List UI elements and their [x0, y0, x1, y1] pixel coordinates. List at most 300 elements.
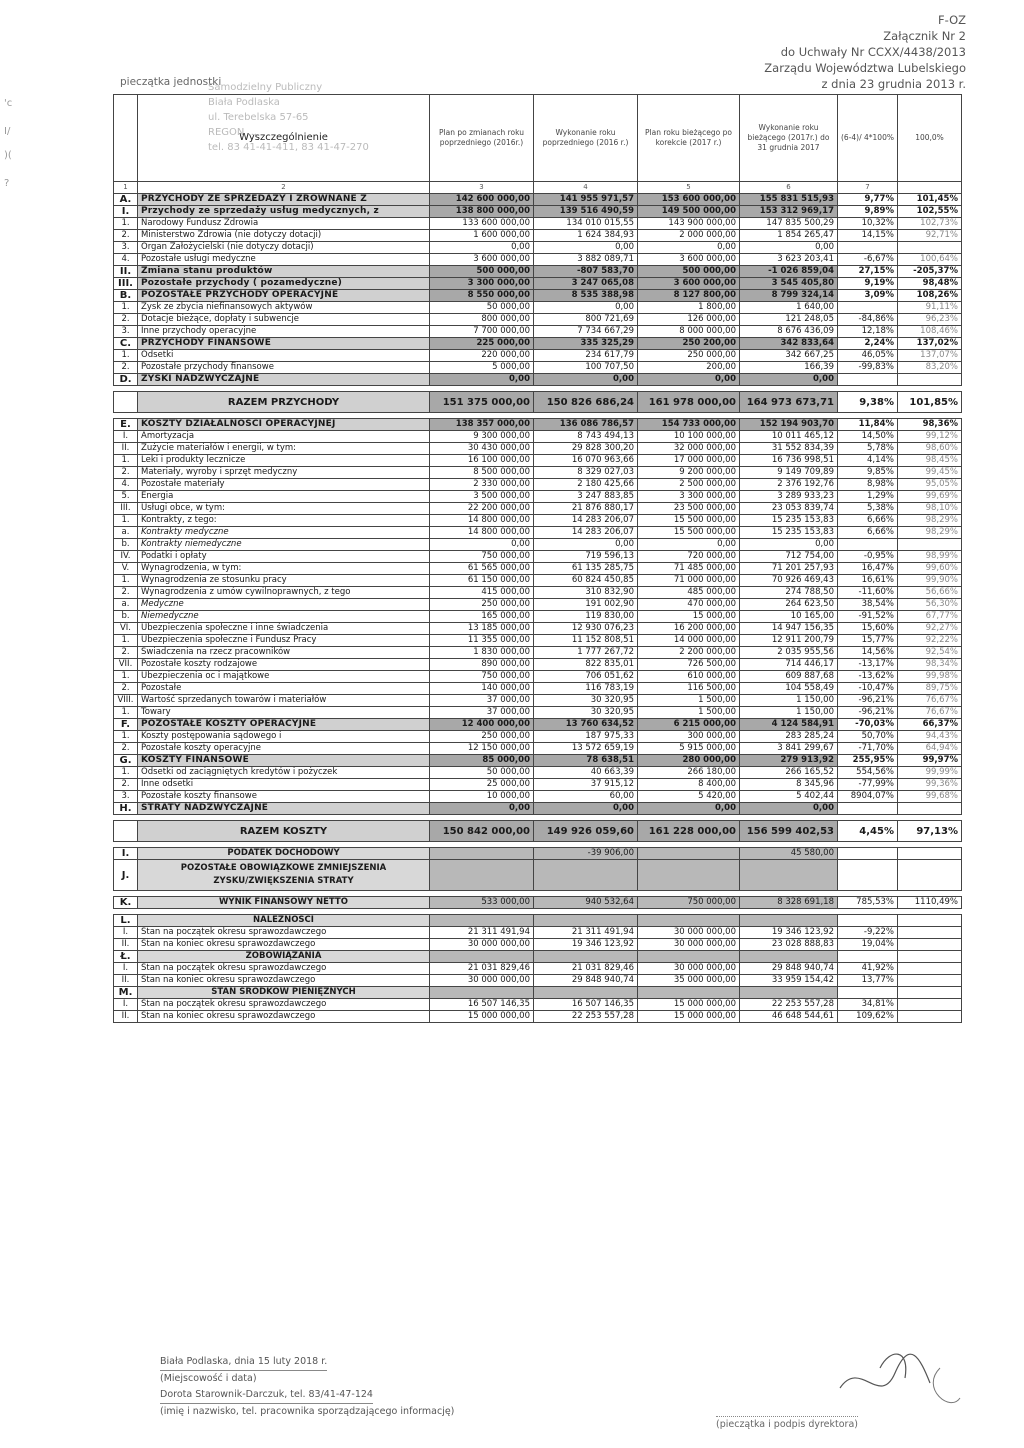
row-label: Leki i produkty lecznicze — [138, 455, 430, 467]
row-number: 2. — [114, 362, 138, 374]
value-exec-prev: -807 583,70 — [534, 266, 638, 278]
value-plan-cur: 143 900 000,00 — [638, 218, 740, 230]
value-exec-prev: 13 572 659,19 — [534, 743, 638, 755]
table-row — [114, 647, 962, 659]
value-ratio-2: 56,30% — [898, 599, 962, 611]
value-ratio-1: 27,15% — [838, 266, 898, 278]
index-cell: 4 — [534, 182, 638, 194]
value-ratio-2: 99,68% — [898, 791, 962, 803]
value-exec-prev — [534, 860, 638, 891]
value-ratio-2: 99,98% — [898, 671, 962, 683]
value-exec-prev: 719 596,13 — [534, 551, 638, 563]
value-exec-cur: 19 346 123,92 — [740, 927, 838, 939]
row-label: WYNIK FINANSOWY NETTO — [138, 897, 430, 909]
row-number: II. — [114, 975, 138, 987]
value-plan-prev: 0,00 — [430, 242, 534, 254]
row-number: I. — [114, 999, 138, 1011]
table-row — [114, 362, 962, 374]
value-exec-cur: 1 150,00 — [740, 695, 838, 707]
row-number: F. — [114, 719, 138, 731]
value-exec-cur: 0,00 — [740, 803, 838, 815]
value-ratio-1: -99,83% — [838, 362, 898, 374]
value-ratio-2 — [898, 963, 962, 975]
row-number: 2. — [114, 314, 138, 326]
value-ratio-1 — [838, 848, 898, 860]
value-exec-prev: 40 663,39 — [534, 767, 638, 779]
row-number: 1. — [114, 218, 138, 230]
row-label: Stan na początek okresu sprawozdawczego — [138, 927, 430, 939]
table-row — [114, 1011, 962, 1023]
value-exec-prev — [534, 951, 638, 963]
value-ratio-2: 92,27% — [898, 623, 962, 635]
value-plan-cur: 0,00 — [638, 539, 740, 551]
row-label: Usługi obce, w tym: — [138, 503, 430, 515]
value-plan-prev: 61 150 000,00 — [430, 575, 534, 587]
value-exec-prev: 12 930 076,23 — [534, 623, 638, 635]
row-label: Zużycie materiałów i energii, w tym: — [138, 443, 430, 455]
value-ratio-1: -77,99% — [838, 779, 898, 791]
value-exec-cur: 342 833,64 — [740, 338, 838, 350]
value-plan-cur: 726 500,00 — [638, 659, 740, 671]
row-label: Medyczne — [138, 599, 430, 611]
value-plan-prev — [430, 951, 534, 963]
table-row — [114, 431, 962, 443]
index-cell: 5 — [638, 182, 740, 194]
value-plan-cur: 23 500 000,00 — [638, 503, 740, 515]
value-ratio-1: 38,54% — [838, 599, 898, 611]
value-exec-prev: 7 734 667,29 — [534, 326, 638, 338]
value-plan-cur: 154 733 000,00 — [638, 419, 740, 431]
value-ratio-1: -71,70% — [838, 743, 898, 755]
value-exec-cur: 4 124 584,91 — [740, 719, 838, 731]
value-ratio-2: 95,05% — [898, 479, 962, 491]
row-label: Inne odsetki — [138, 779, 430, 791]
row-label: PRZYCHODY FINANSOWE — [138, 338, 430, 350]
row-number: H. — [114, 803, 138, 815]
value-plan-prev: 7 700 000,00 — [430, 326, 534, 338]
value-ratio-2: 1110,49% — [898, 897, 962, 909]
table-row — [114, 707, 962, 719]
row-number — [114, 392, 138, 413]
value-ratio-2: 99,90% — [898, 575, 962, 587]
value-ratio-1: -96,21% — [838, 695, 898, 707]
value-ratio-2: 98,29% — [898, 515, 962, 527]
table-row — [114, 683, 962, 695]
value-ratio-2: 108,26% — [898, 290, 962, 302]
value-plan-prev — [430, 915, 534, 927]
row-label: Pozostałe koszty rodzajowe — [138, 659, 430, 671]
value-plan-prev: 50 000,00 — [430, 302, 534, 314]
row-label: Stan na koniec okresu sprawozdawczego — [138, 939, 430, 951]
row-number: K. — [114, 897, 138, 909]
row-number: 1. — [114, 767, 138, 779]
value-plan-prev: 1 600 000,00 — [430, 230, 534, 242]
value-ratio-1: 8,98% — [838, 479, 898, 491]
value-exec-prev: 149 926 059,60 — [534, 821, 638, 842]
index-cell: 6 — [740, 182, 838, 194]
value-ratio-1: -13,17% — [838, 659, 898, 671]
value-plan-prev: 150 842 000,00 — [430, 821, 534, 842]
value-plan-cur: 15 000 000,00 — [638, 999, 740, 1011]
value-plan-prev: 750 000,00 — [430, 551, 534, 563]
value-ratio-1: 1,29% — [838, 491, 898, 503]
value-exec-cur: -1 026 859,04 — [740, 266, 838, 278]
table-row — [114, 515, 962, 527]
row-label: Wynagrodzenia z umów cywilnoprawnych, z tego — [138, 587, 430, 599]
margin-mark: ? — [4, 178, 10, 189]
form-code: F-OZ — [937, 13, 966, 27]
index-cell — [898, 182, 962, 194]
place-date: Biała Podlaska, dnia 15 luty 2018 r. — [160, 1354, 327, 1371]
table-body — [114, 194, 962, 1023]
value-exec-cur: 2 035 955,56 — [740, 647, 838, 659]
row-label: POZOSTAŁE KOSZTY OPERACYJNE — [138, 719, 430, 731]
value-plan-prev: 220 000,00 — [430, 350, 534, 362]
value-exec-prev: 3 882 089,71 — [534, 254, 638, 266]
value-plan-cur: 3 600 000,00 — [638, 278, 740, 290]
row-number: 5. — [114, 491, 138, 503]
value-plan-prev: 3 600 000,00 — [430, 254, 534, 266]
value-plan-prev: 8 550 000,00 — [430, 290, 534, 302]
table-row — [114, 779, 962, 791]
value-exec-cur: 0,00 — [740, 539, 838, 551]
value-exec-prev: 0,00 — [534, 803, 638, 815]
row-label: Przychody ze sprzedaży usług medycznych, z — [138, 206, 430, 218]
value-plan-cur: 720 000,00 — [638, 551, 740, 563]
table-row — [114, 278, 962, 290]
value-ratio-1: -11,60% — [838, 587, 898, 599]
value-plan-prev: 140 000,00 — [430, 683, 534, 695]
header-ratio-2: 100,0% — [898, 95, 962, 182]
value-plan-prev: 0,00 — [430, 374, 534, 386]
value-plan-cur: 161 978 000,00 — [638, 392, 740, 413]
value-exec-cur — [740, 951, 838, 963]
value-exec-prev: 16 070 963,66 — [534, 455, 638, 467]
table-row — [114, 975, 962, 987]
row-label: Pozostałe koszty operacyjne — [138, 743, 430, 755]
value-plan-cur: 8 000 000,00 — [638, 326, 740, 338]
value-exec-prev: 14 283 206,07 — [534, 527, 638, 539]
table-row — [114, 302, 962, 314]
value-exec-cur: 3 545 405,80 — [740, 278, 838, 290]
value-exec-cur: 164 973 673,71 — [740, 392, 838, 413]
row-number: 2. — [114, 467, 138, 479]
header-plan-cur: Plan roku bieżącego po korekcie (2017 r.) — [638, 95, 740, 182]
value-plan-cur: 500 000,00 — [638, 266, 740, 278]
row-number: 1. — [114, 635, 138, 647]
row-number: b. — [114, 611, 138, 623]
value-exec-prev: 30 320,95 — [534, 695, 638, 707]
value-plan-cur: 2 000 000,00 — [638, 230, 740, 242]
row-label: Wynagrodzenia, w tym: — [138, 563, 430, 575]
stamp-line: tel. 83 41-41-411, 83 41-47-270 — [208, 142, 369, 153]
value-ratio-1 — [838, 951, 898, 963]
resolution-number: do Uchwały Nr CCXX/4438/2013 — [780, 45, 966, 59]
table-row — [114, 635, 962, 647]
value-ratio-1: -9,22% — [838, 927, 898, 939]
value-plan-prev: 37 000,00 — [430, 707, 534, 719]
value-ratio-1: 554,56% — [838, 767, 898, 779]
value-exec-cur: 342 667,25 — [740, 350, 838, 362]
value-ratio-1: 255,95% — [838, 755, 898, 767]
value-exec-cur: 10 165,00 — [740, 611, 838, 623]
value-plan-prev: 30 000 000,00 — [430, 975, 534, 987]
value-exec-cur: 2 376 192,76 — [740, 479, 838, 491]
value-exec-cur: 714 446,17 — [740, 659, 838, 671]
value-ratio-1: 16,61% — [838, 575, 898, 587]
value-plan-prev: 10 000,00 — [430, 791, 534, 803]
value-plan-cur: 126 000,00 — [638, 314, 740, 326]
header-plan-prev: Plan po zmianach roku poprzedniego (2016r.) — [430, 95, 534, 182]
row-label: Pozostałe koszty finansowe — [138, 791, 430, 803]
value-exec-cur: 152 194 903,70 — [740, 419, 838, 431]
value-ratio-1 — [838, 987, 898, 999]
value-plan-prev: 500 000,00 — [430, 266, 534, 278]
value-ratio-1: 3,09% — [838, 290, 898, 302]
table-row — [114, 479, 962, 491]
value-plan-cur: 2 500 000,00 — [638, 479, 740, 491]
value-exec-cur: 121 248,05 — [740, 314, 838, 326]
value-plan-prev: 142 600 000,00 — [430, 194, 534, 206]
value-ratio-2: 102,73% — [898, 218, 962, 230]
row-label: KOSZTY FINANSOWE — [138, 755, 430, 767]
value-exec-prev: 29 828 300,20 — [534, 443, 638, 455]
table-row — [114, 290, 962, 302]
value-exec-prev: 1 777 267,72 — [534, 647, 638, 659]
row-label: Stan na koniec okresu sprawozdawczego — [138, 1011, 430, 1023]
value-exec-prev: 22 253 557,28 — [534, 1011, 638, 1023]
row-number: C. — [114, 338, 138, 350]
row-label: Koszty postępowania sądowego i — [138, 731, 430, 743]
value-plan-cur: 17 000 000,00 — [638, 455, 740, 467]
value-ratio-1: -0,95% — [838, 551, 898, 563]
value-ratio-2: 99,97% — [898, 755, 962, 767]
value-exec-prev: 940 532,64 — [534, 897, 638, 909]
value-exec-cur: 279 913,92 — [740, 755, 838, 767]
value-plan-cur: 280 000,00 — [638, 755, 740, 767]
row-label: Stan na początek okresu sprawozdawczego — [138, 999, 430, 1011]
value-exec-prev: 0,00 — [534, 302, 638, 314]
value-plan-cur: 8 400,00 — [638, 779, 740, 791]
row-label: Towary — [138, 707, 430, 719]
value-plan-prev: 3 300 000,00 — [430, 278, 534, 290]
row-number: I. — [114, 963, 138, 975]
table-row — [114, 719, 962, 731]
value-plan-prev: 0,00 — [430, 539, 534, 551]
table-row — [114, 392, 962, 413]
value-ratio-1: 34,81% — [838, 999, 898, 1011]
value-exec-cur — [740, 987, 838, 999]
value-ratio-2: 98,99% — [898, 551, 962, 563]
value-ratio-2 — [898, 951, 962, 963]
value-ratio-2: 98,10% — [898, 503, 962, 515]
row-label: Ministerstwo Zdrowia (nie dotyczy dotacji) — [138, 230, 430, 242]
row-label: Energia — [138, 491, 430, 503]
row-number: 2. — [114, 683, 138, 695]
resolution-date: z dnia 23 grudnia 2013 r. — [821, 77, 966, 91]
index-cell: 1 — [114, 182, 138, 194]
row-number: II. — [114, 443, 138, 455]
value-plan-cur — [638, 915, 740, 927]
value-plan-cur: 1 500,00 — [638, 695, 740, 707]
row-number: VIII. — [114, 695, 138, 707]
value-plan-prev: 750 000,00 — [430, 671, 534, 683]
value-ratio-2: 137,07% — [898, 350, 962, 362]
value-ratio-2: 98,60% — [898, 443, 962, 455]
row-label: Pozostałe usługi medyczne — [138, 254, 430, 266]
value-plan-cur: 30 000 000,00 — [638, 927, 740, 939]
value-plan-cur: 1 800,00 — [638, 302, 740, 314]
value-plan-prev: 1 830 000,00 — [430, 647, 534, 659]
value-exec-prev: 13 760 634,52 — [534, 719, 638, 731]
value-ratio-1: 9,77% — [838, 194, 898, 206]
value-ratio-1: 8904,07% — [838, 791, 898, 803]
value-plan-cur: 610 000,00 — [638, 671, 740, 683]
value-ratio-2: 76,67% — [898, 695, 962, 707]
value-exec-cur: 70 926 469,43 — [740, 575, 838, 587]
value-exec-cur: 71 201 257,93 — [740, 563, 838, 575]
value-plan-cur: 15 500 000,00 — [638, 527, 740, 539]
value-ratio-2: 76,67% — [898, 707, 962, 719]
value-exec-prev: 8 743 494,13 — [534, 431, 638, 443]
row-number: 2. — [114, 779, 138, 791]
row-label: Pozostałe przychody finansowe — [138, 362, 430, 374]
header-lp — [114, 95, 138, 182]
value-plan-cur: 250 000,00 — [638, 350, 740, 362]
value-ratio-1: 4,45% — [838, 821, 898, 842]
value-exec-cur: 16 736 998,51 — [740, 455, 838, 467]
value-exec-prev: 78 638,51 — [534, 755, 638, 767]
value-plan-prev: 415 000,00 — [430, 587, 534, 599]
value-ratio-2: 92,22% — [898, 635, 962, 647]
table-row — [114, 491, 962, 503]
value-exec-prev: 60 824 450,85 — [534, 575, 638, 587]
value-exec-prev: 3 247 883,85 — [534, 491, 638, 503]
value-ratio-2 — [898, 927, 962, 939]
row-label: ZYSKI NADZWYCZAJNE — [138, 374, 430, 386]
director-signature-image — [820, 1338, 970, 1418]
value-ratio-2: 67,77% — [898, 611, 962, 623]
value-exec-prev: 800 721,69 — [534, 314, 638, 326]
row-label: KOSZTY DZIAŁALNOŚCI OPERACYJNEJ — [138, 419, 430, 431]
value-exec-prev: 0,00 — [534, 539, 638, 551]
attachment-header — [764, 12, 966, 92]
row-label: RAZEM KOSZTY — [138, 821, 430, 842]
value-plan-prev: 533 000,00 — [430, 897, 534, 909]
table-row — [114, 755, 962, 767]
value-exec-prev: 116 783,19 — [534, 683, 638, 695]
row-label: Ubezpieczenia oc i majątkowe — [138, 671, 430, 683]
table-row — [114, 338, 962, 350]
value-ratio-2: 99,69% — [898, 491, 962, 503]
value-exec-prev — [534, 987, 638, 999]
value-exec-cur: 155 831 515,93 — [740, 194, 838, 206]
value-ratio-1: 11,84% — [838, 419, 898, 431]
value-exec-prev: 3 247 065,08 — [534, 278, 638, 290]
value-exec-prev: 21 311 491,94 — [534, 927, 638, 939]
value-exec-prev: 150 826 686,24 — [534, 392, 638, 413]
value-plan-cur: 2 200 000,00 — [638, 647, 740, 659]
table-row — [114, 254, 962, 266]
stamp-line: Samodzielny Publiczny — [208, 82, 323, 93]
value-ratio-1: 5,38% — [838, 503, 898, 515]
value-plan-prev: 3 500 000,00 — [430, 491, 534, 503]
value-ratio-1: 16,47% — [838, 563, 898, 575]
value-ratio-2: 98,45% — [898, 455, 962, 467]
row-label: Zysk ze zbycia niefinansowych aktywów — [138, 302, 430, 314]
table-row — [114, 266, 962, 278]
value-exec-prev: 1 624 384,93 — [534, 230, 638, 242]
value-exec-cur: 147 835 500,29 — [740, 218, 838, 230]
value-exec-cur: 274 788,50 — [740, 587, 838, 599]
value-plan-prev: 50 000,00 — [430, 767, 534, 779]
value-exec-cur: 1 640,00 — [740, 302, 838, 314]
value-exec-prev — [534, 915, 638, 927]
row-number: II. — [114, 266, 138, 278]
row-label: Pozostałe — [138, 683, 430, 695]
value-plan-prev: 21 031 829,46 — [430, 963, 534, 975]
value-exec-prev: 310 832,90 — [534, 587, 638, 599]
row-label: POZOSTAŁE PRZYCHODY OPERACYJNE — [138, 290, 430, 302]
value-exec-cur: 31 552 834,39 — [740, 443, 838, 455]
value-exec-prev: -39 906,00 — [534, 848, 638, 860]
row-label: ZOBOWIĄZANIA — [138, 951, 430, 963]
value-exec-cur: 712 754,00 — [740, 551, 838, 563]
row-label: Pozostałe materiały — [138, 479, 430, 491]
value-ratio-2: 98,48% — [898, 278, 962, 290]
row-label: Świadczenia na rzecz pracowników — [138, 647, 430, 659]
value-exec-cur: 153 312 969,17 — [740, 206, 838, 218]
value-plan-cur: 3 600 000,00 — [638, 254, 740, 266]
value-exec-cur: 266 165,52 — [740, 767, 838, 779]
value-ratio-1 — [838, 860, 898, 891]
value-plan-cur: 300 000,00 — [638, 731, 740, 743]
value-ratio-2 — [898, 975, 962, 987]
value-ratio-2 — [898, 1011, 962, 1023]
row-number: G. — [114, 755, 138, 767]
row-number: 3. — [114, 791, 138, 803]
value-ratio-2 — [898, 915, 962, 927]
value-ratio-1: -13,62% — [838, 671, 898, 683]
value-ratio-1 — [838, 539, 898, 551]
value-plan-prev: 37 000,00 — [430, 695, 534, 707]
value-exec-cur: 3 289 933,23 — [740, 491, 838, 503]
margin-mark: I/ — [4, 126, 11, 137]
row-label: Wartość sprzedanych towarów i materiałów — [138, 695, 430, 707]
value-exec-cur: 283 285,24 — [740, 731, 838, 743]
table-row — [114, 551, 962, 563]
table-row — [114, 915, 962, 927]
value-exec-prev: 60,00 — [534, 791, 638, 803]
value-ratio-2: 100,64% — [898, 254, 962, 266]
value-plan-prev — [430, 987, 534, 999]
value-plan-cur: 71 485 000,00 — [638, 563, 740, 575]
value-exec-prev: 16 507 146,35 — [534, 999, 638, 1011]
row-label: STAN ŚRODKÓW PIENIĘŻNYCH — [138, 987, 430, 999]
value-plan-prev: 12 400 000,00 — [430, 719, 534, 731]
row-number: 2. — [114, 587, 138, 599]
table-row — [114, 731, 962, 743]
row-label: Materiały, wyroby i sprzęt medyczny — [138, 467, 430, 479]
value-exec-cur: 8 345,96 — [740, 779, 838, 791]
table-row — [114, 443, 962, 455]
value-plan-cur: 470 000,00 — [638, 599, 740, 611]
margin-mark: 'c — [4, 98, 13, 109]
row-number: 1. — [114, 515, 138, 527]
value-ratio-2: 99,45% — [898, 467, 962, 479]
value-plan-prev: 250 000,00 — [430, 599, 534, 611]
value-ratio-2 — [898, 848, 962, 860]
